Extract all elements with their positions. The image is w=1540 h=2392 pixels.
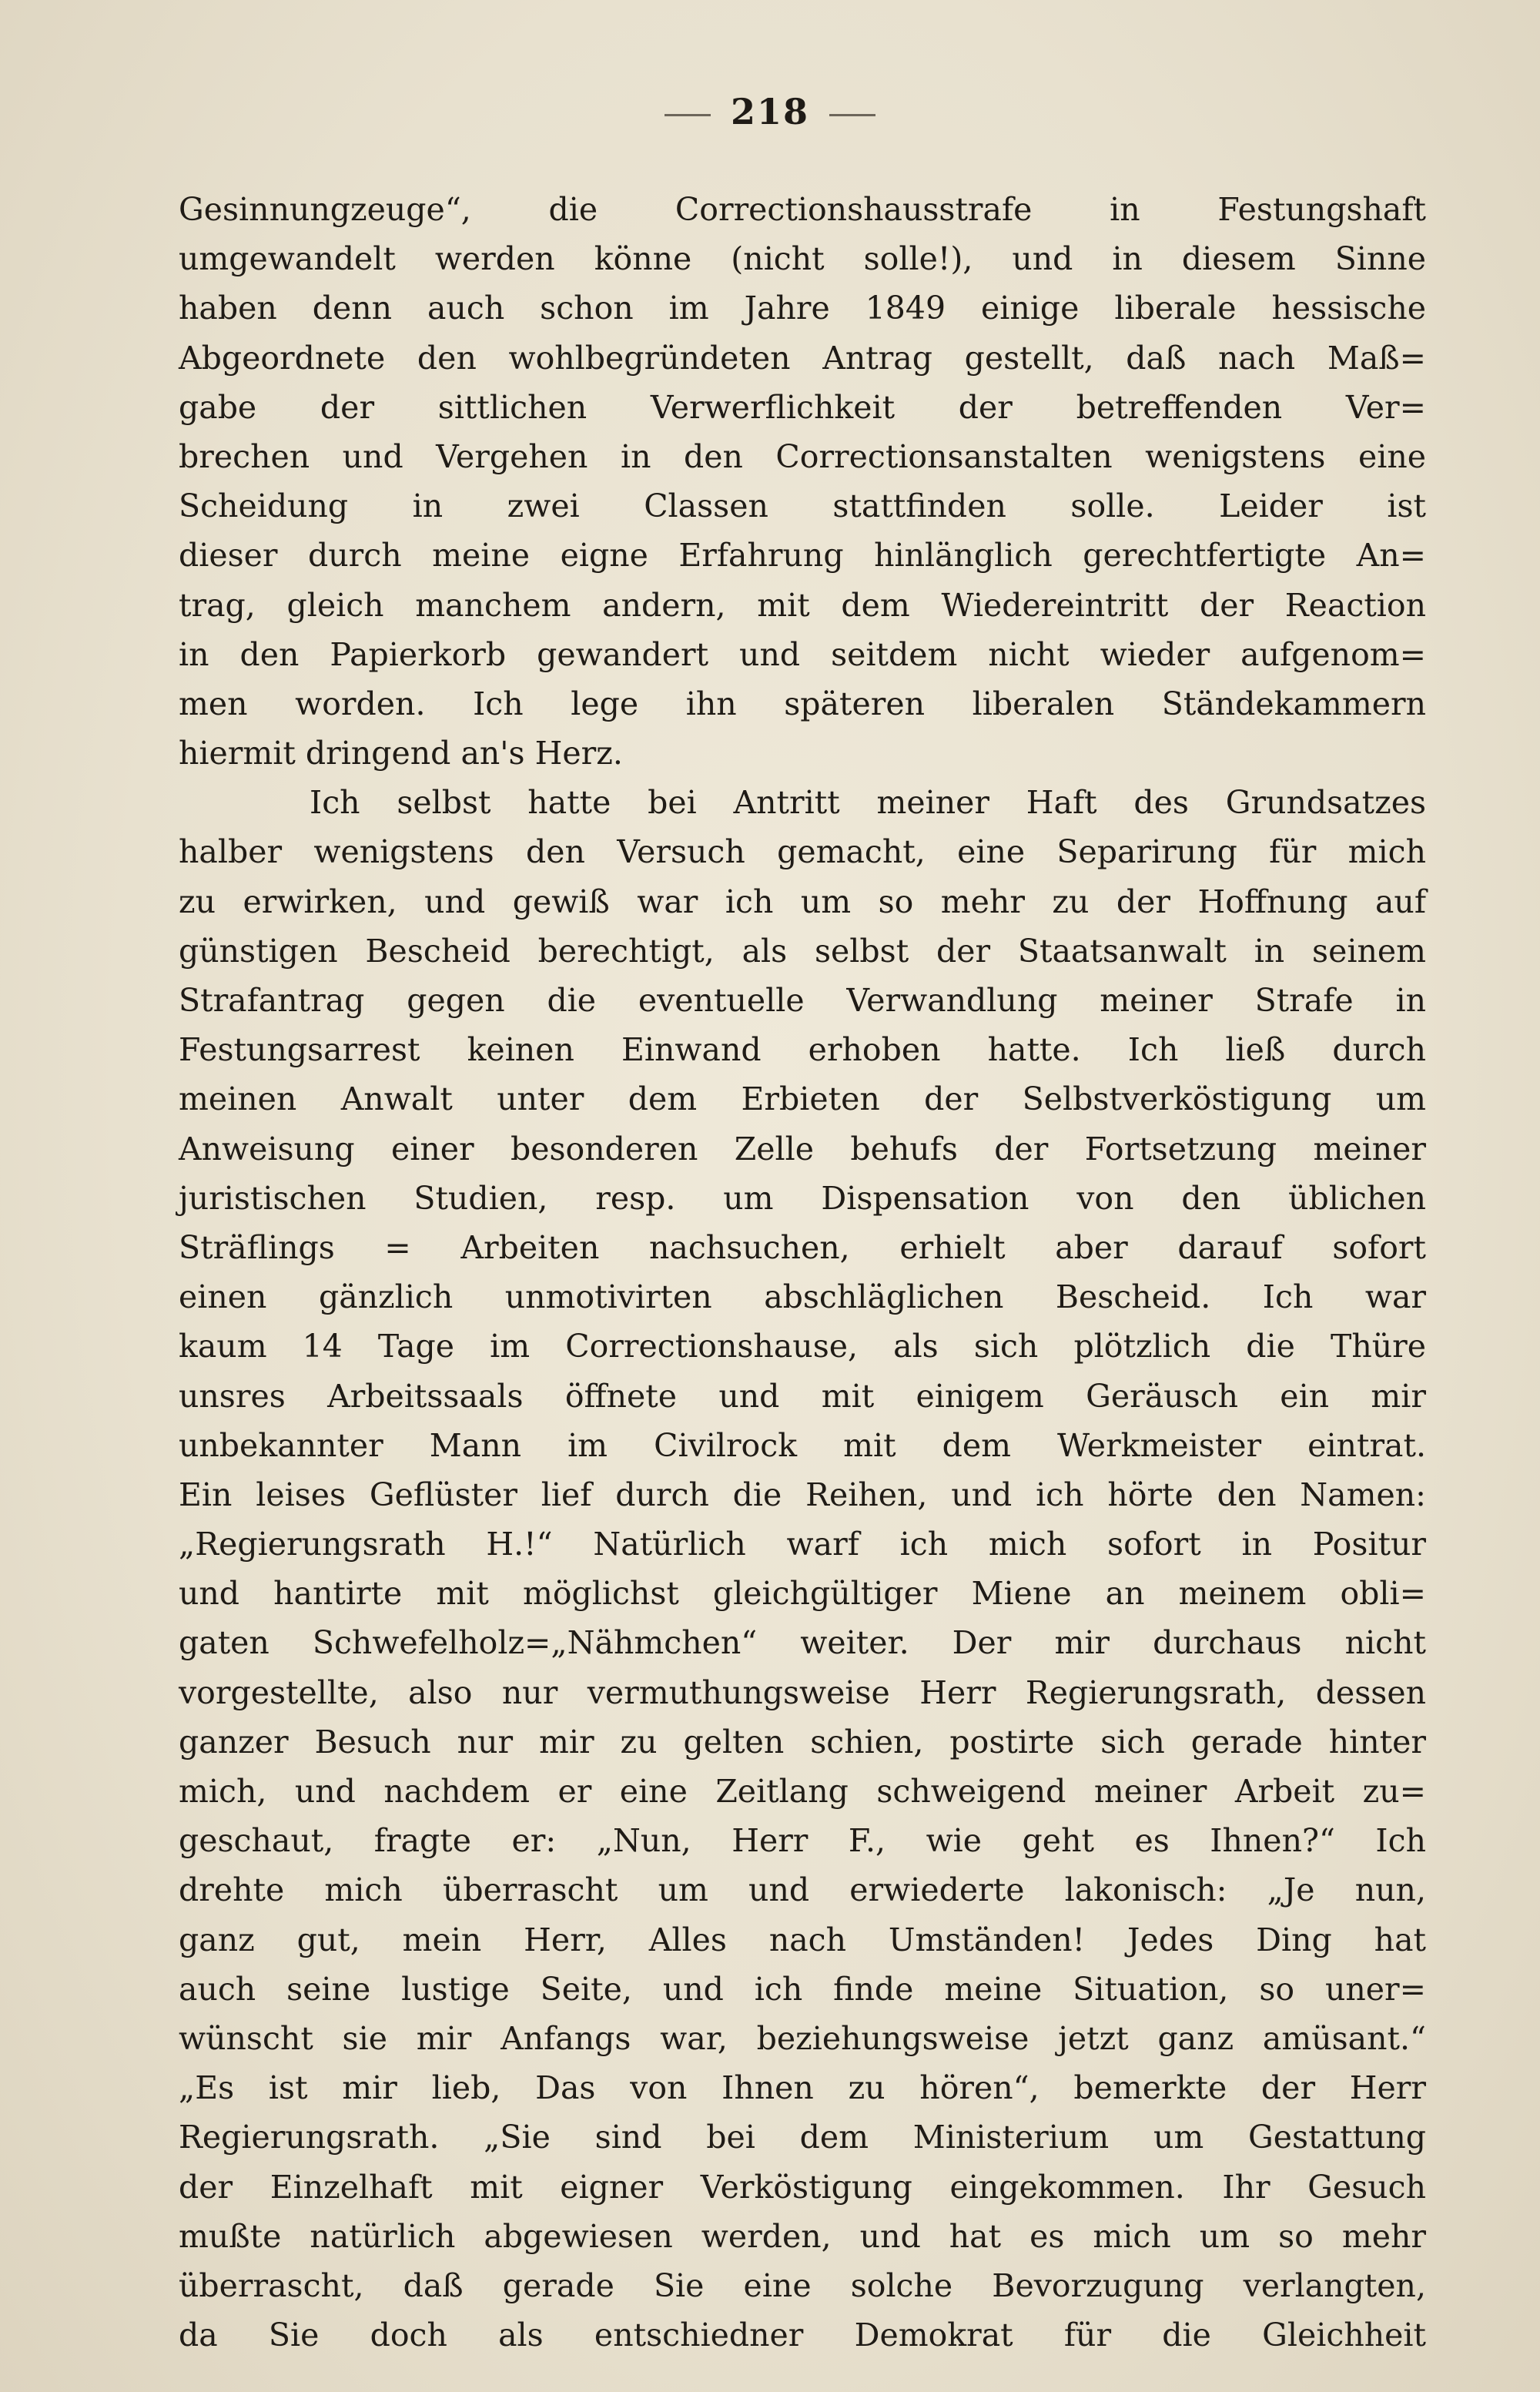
text-line: ganzer Besuch nur mir zu gelten schien, postirte sich gerade hinter — [179, 1723, 1426, 1760]
text-line: vorgestellte, also nur vermuthungsweise Herr Regierungsrath, dessen — [179, 1673, 1426, 1711]
text-line: unsres Arbeitssaals öffnete und mit einigem Geräusch ein mir — [179, 1377, 1426, 1415]
text-line: dieser durch meine eigne Erfahrung hinlänglich gerechtfertigte An= — [179, 537, 1426, 575]
text-line: Festungsarrest keinen Einwand erhoben hatte. Ich ließ durch — [179, 1031, 1426, 1069]
text-line: der Einzelhaft mit eigner Verköstigung eingekommen. Ihr Gesuch — [179, 2168, 1426, 2206]
text-line: brechen und Vergehen in den Correctionsanstalten wenigstens eine — [179, 437, 1426, 475]
text-line: wünscht sie mir Anfangs war, beziehungsweise jetzt ganz amüsant.“ — [179, 2019, 1426, 2057]
text-line: Anweisung einer besonderen Zelle behufs der Fortsetzung meiner — [179, 1130, 1426, 1168]
text-line: Gesinnungzeuge“, die Correctionshausstrafe in Festungshaft — [179, 191, 1426, 228]
text-line: unbekannter Mann im Civilrock mit dem Werkmeister eintrat. — [179, 1426, 1426, 1464]
text-line: und hantirte mit möglichst gleichgültiger Miene an meinem obli= — [179, 1575, 1426, 1613]
header-dash-left — [665, 114, 711, 116]
text-line: Ein leises Geflüster lief durch die Reihen, und ich hörte den Namen: — [179, 1476, 1426, 1513]
text-line: ganz gut, mein Herr, Alles nach Umständen! Jedes Ding hat — [179, 1921, 1426, 1958]
text-line: halber wenigstens den Versuch gemacht, eine Separirung für mich — [179, 833, 1426, 871]
text-line: Strafantrag gegen die eventuelle Verwandlung meiner Strafe in — [179, 982, 1426, 1019]
text-line: juristischen Studien, resp. um Dispensation von den üblichen — [179, 1179, 1426, 1217]
text-line: Scheidung in zwei Classen stattfinden solle. Leider ist — [179, 487, 1426, 525]
header-dash-right — [829, 114, 875, 116]
text-line: auch seine lustige Seite, und ich finde meine Situation, so uner= — [179, 1970, 1426, 2008]
text-line: „Es ist mir lieb, Das von Ihnen zu hören“, bemerkte der Herr — [179, 2069, 1426, 2107]
text-line: günstigen Bescheid berechtigt, als selbst der Staatsanwalt in seinem — [179, 932, 1426, 970]
body-text — [179, 185, 1426, 2360]
text-line: Ich selbst hatte bei Antritt meiner Haft des Grundsatzes — [310, 784, 1426, 822]
text-line: trag, gleich manchem andern, mit dem Wiedereintritt der Reaction — [179, 586, 1426, 624]
text-line: Regierungsrath. „Sie sind bei dem Ministerium um Gestattung — [179, 2119, 1426, 2156]
text-line: geschaut, fragte er: „Nun, Herr F., wie geht es Ihnen?“ Ich — [179, 1822, 1426, 1860]
text-line: da Sie doch als entschiedner Demokrat für die Gleichheit — [179, 2317, 1426, 2354]
text-line: in den Papierkorb gewandert und seitdem nicht wieder aufgenom= — [179, 635, 1426, 673]
text-line: überrascht, daß gerade Sie eine solche Bevorzugung verlangten, — [179, 2266, 1426, 2304]
text-line: haben denn auch schon im Jahre 1849 einige liberale hessische — [179, 290, 1426, 327]
text-line: Sträflings = Arbeiten nachsuchen, erhielt aber darauf sofort — [179, 1228, 1426, 1266]
text-line: mußte natürlich abgewiesen werden, und hat es mich um so mehr — [179, 2217, 1426, 2255]
text-line: zu erwirken, und gewiß war ich um so mehr zu der Hoffnung auf — [179, 883, 1426, 920]
text-line: mich, und nachdem er eine Zeitlang schweigend meiner Arbeit zu= — [179, 1773, 1426, 1810]
text-line: drehte mich überrascht um und erwiederte lakonisch: „Je nun, — [179, 1871, 1426, 1909]
text-line: kaum 14 Tage im Correctionshause, als sich plötzlich die Thüre — [179, 1328, 1426, 1365]
text-line: „Regierungsrath H.!“ Natürlich warf ich mich sofort in Positur — [179, 1526, 1426, 1563]
text-line: gaten Schwefelholz=„Nähmchen“ weiter. Der mir durchaus nicht — [179, 1624, 1426, 1662]
page-number: 218 — [730, 91, 810, 132]
text-line: men worden. Ich lege ihn späteren liberalen Ständekammern — [179, 685, 1426, 722]
text-line: meinen Anwalt unter dem Erbieten der Selbstverköstigung um — [179, 1080, 1426, 1118]
text-line: Abgeordnete den wohlbegründeten Antrag gestellt, daß nach Maß= — [179, 339, 1426, 377]
page-header — [0, 91, 1540, 132]
text-line: einen gänzlich unmotivirten abschläglichen Bescheid. Ich war — [179, 1278, 1426, 1316]
text-line: gabe der sittlichen Verwerflichkeit der betreffenden Ver= — [179, 388, 1426, 426]
text-line: hiermit dringend an's Herz. — [179, 735, 623, 772]
text-line: umgewandelt werden könne (nicht solle!), und in diesem Sinne — [179, 240, 1426, 278]
